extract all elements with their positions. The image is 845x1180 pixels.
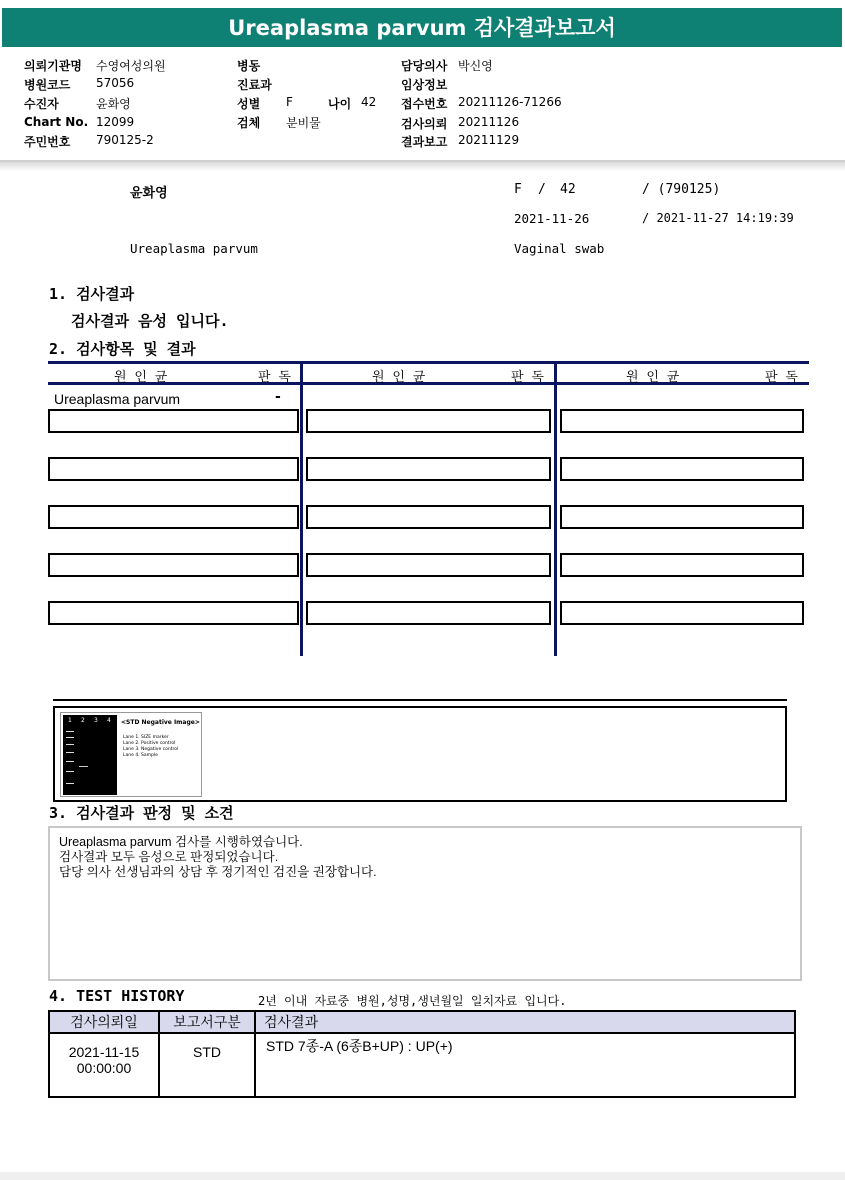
test-name: Ureaplasma parvum: [130, 241, 258, 256]
value-hospital-code: 57056: [96, 76, 135, 90]
result-box: [306, 457, 551, 481]
report-datetime: / 2021-11-27 14:19:39: [642, 211, 794, 225]
marker-band: [66, 752, 74, 753]
label-resident-number: 주민번호: [24, 135, 71, 149]
label-patient: 수진자: [24, 97, 59, 111]
result-box: [48, 601, 299, 625]
result-box: [48, 409, 299, 433]
history-header-row: [49, 1011, 795, 1033]
value-age: 42: [361, 95, 377, 109]
history-result: STD 7종-A (6종B+UP) : UP(+): [255, 1033, 795, 1097]
label-result-report: 결과보고: [401, 135, 448, 149]
std-legend-line: Lane 1. SIZE marker: [123, 735, 169, 740]
result-box: [48, 553, 299, 577]
column-divider-2: [554, 364, 557, 656]
patient-birth: / (790125): [642, 182, 721, 197]
marker-band: [66, 737, 74, 738]
label-department: 진료과: [237, 78, 272, 92]
label-ward: 병동: [237, 59, 261, 73]
label-sex: 성별: [237, 97, 261, 111]
section-2-title: 2. 검사항목 및 결과: [49, 340, 196, 358]
std-legend-line: Lane 3. Negative control: [123, 747, 179, 752]
value-patient: 윤화영: [96, 97, 131, 111]
history-time: 00:00:00: [76, 1060, 132, 1076]
section-4-title: 4. TEST HISTORY: [49, 987, 185, 1005]
result-box: [560, 505, 804, 529]
result-box: [560, 601, 804, 625]
marker-band: [66, 761, 74, 762]
result-box: [560, 457, 804, 481]
positive-control-band: [79, 766, 88, 767]
marker-band: [66, 731, 74, 732]
history-note: 2년 이내 자료중 병원,성명,생년월일 일치자료 입니다.: [258, 994, 567, 1008]
image-top-rule: [53, 699, 787, 701]
result-box: [306, 505, 551, 529]
history-date: 2021-11-15: [68, 1044, 140, 1060]
opinion-line: Ureaplasma parvum 검사를 시행하였습니다.: [59, 835, 303, 849]
section-1-title: 1. 검사결과: [49, 285, 135, 303]
history-header-result: 검사결과: [255, 1011, 795, 1033]
label-specimen: 검체: [237, 116, 261, 130]
result-box: [48, 457, 299, 481]
history-date-cell: [49, 1033, 159, 1097]
std-legend-line: Lane 4. Sample: [123, 753, 158, 758]
gel-electrophoresis-image: [63, 715, 117, 795]
label-requesting-institution: 의뢰기관명: [24, 59, 82, 73]
table-top-rule: [48, 361, 809, 364]
label-physician: 담당의사: [401, 59, 448, 73]
header-judgement-1: 판 독: [258, 370, 291, 385]
header-judgement-2: 판 독: [511, 370, 544, 385]
result-organism: Ureaplasma parvum: [54, 391, 181, 407]
history-header-date: 검사의뢰일: [49, 1011, 159, 1033]
header-judgement-3: 판 독: [765, 370, 798, 385]
specimen-type: Vaginal swab: [514, 241, 605, 256]
table-row: [49, 1033, 795, 1097]
patient-name: 윤화영: [130, 186, 168, 201]
patient-age: 42: [560, 182, 576, 197]
header-organism-3: 원 인 균: [626, 370, 680, 385]
patient-sex: F: [514, 182, 522, 197]
std-negative-image: [60, 712, 202, 797]
value-test-request: 20211126: [458, 115, 520, 129]
opinion-box: [48, 826, 802, 981]
label-age: 나이: [328, 97, 352, 111]
result-box: [48, 505, 299, 529]
history-type: STD: [159, 1033, 255, 1097]
result-box: [560, 553, 804, 577]
page-footer-band: [0, 1172, 845, 1180]
marker-band: [66, 744, 74, 745]
marker-band: [66, 771, 74, 772]
opinion-line: 검사결과 모두 음성으로 판정되었습니다.: [59, 850, 279, 864]
value-result-report: 20211129: [458, 133, 520, 147]
result-box: [306, 601, 551, 625]
value-requesting-institution: 수영여성의원: [96, 59, 166, 73]
section-1-result: 검사결과 음성 입니다.: [71, 312, 229, 330]
result-judgement: -: [275, 389, 281, 405]
column-divider-1: [300, 364, 303, 656]
header-shadow: [0, 162, 845, 171]
std-image-caption: <STD Negative Image>: [121, 719, 200, 726]
result-box: [560, 409, 804, 433]
result-box: [306, 409, 551, 433]
label-chart-no: Chart No.: [24, 115, 89, 129]
label-receipt-number: 접수번호: [401, 97, 448, 111]
opinion-line: 담당 의사 선생님과의 상담 후 정기적인 검진을 권장합니다.: [59, 865, 377, 879]
std-legend-line: Lane 2. Positive control: [123, 741, 176, 746]
value-chart-no: 12099: [96, 115, 135, 129]
lane-number: 4: [107, 717, 111, 724]
label-hospital-code: 병원코드: [24, 78, 71, 92]
lane-number: 3: [94, 717, 98, 724]
label-test-request: 검사의뢰: [401, 117, 448, 131]
report-title: Ureaplasma parvum 검사결과보고서: [2, 8, 842, 47]
lane-number: 1: [68, 717, 72, 724]
marker-band: [66, 783, 74, 784]
value-physician: 박신영: [458, 59, 493, 73]
history-table: [48, 1010, 796, 1098]
header-organism-1: 원 인 균: [114, 370, 168, 385]
section-3-title: 3. 검사결과 판정 및 소견: [49, 804, 234, 822]
value-resident-number: 790125-2: [96, 133, 154, 147]
lane-number: 2: [81, 717, 85, 724]
header-organism-2: 원 인 균: [372, 370, 426, 385]
value-receipt-number: 20211126-71266: [458, 95, 562, 109]
patient-slash: /: [538, 182, 546, 197]
request-date: 2021-11-26: [514, 211, 590, 226]
value-specimen: 분비물: [286, 116, 321, 130]
label-clinical-info: 임상정보: [401, 78, 448, 92]
history-header-type: 보고서구분: [159, 1011, 255, 1033]
value-sex: F: [286, 95, 293, 109]
result-box: [306, 553, 551, 577]
